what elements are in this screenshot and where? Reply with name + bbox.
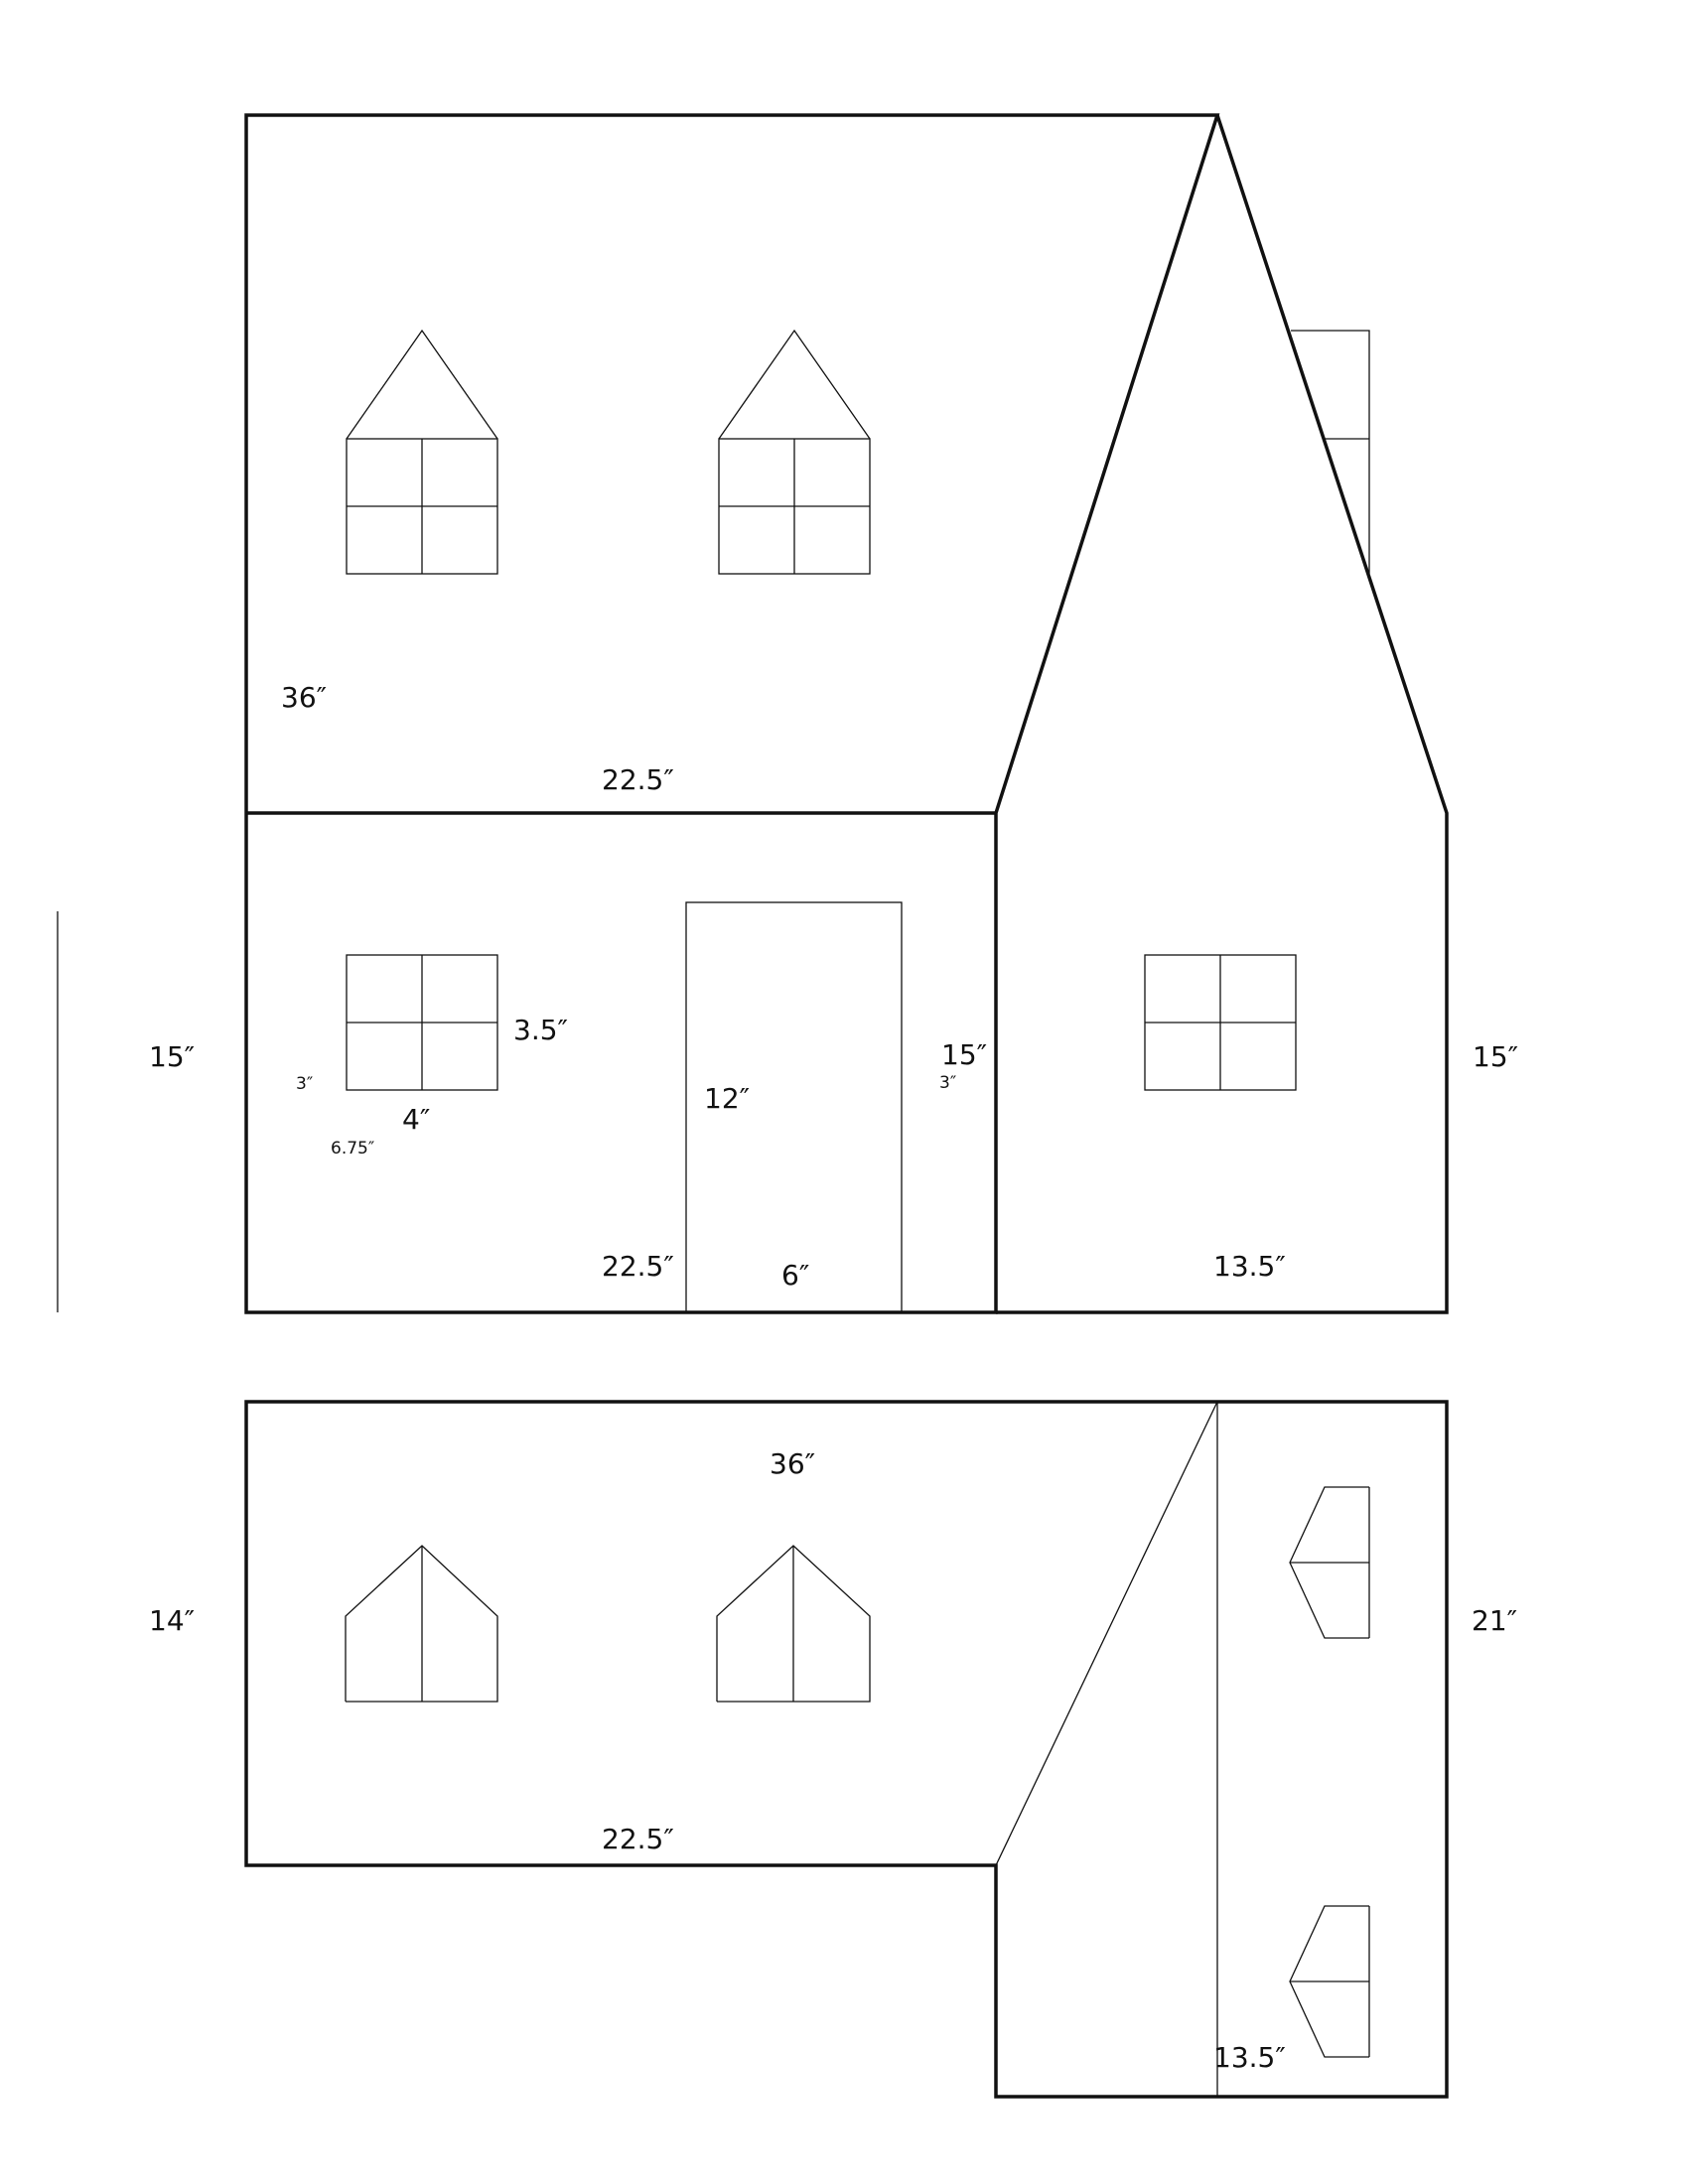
roof-wing-width-label: 13.5″ xyxy=(1213,2041,1286,2074)
door-height-label: 12″ xyxy=(704,1082,751,1115)
front-elevation xyxy=(149,115,1518,1312)
roof-top-width-label: 36″ xyxy=(770,1447,816,1480)
lower-width-label: 22.5″ xyxy=(602,1250,674,1283)
roof-plan xyxy=(149,1402,1517,2097)
gable-height-label: 15″ xyxy=(1473,1040,1519,1073)
roof-valley-line xyxy=(996,1402,1217,1865)
wing-dormer-upper xyxy=(1290,1487,1369,1638)
lower-left-height-label: 15″ xyxy=(149,1040,196,1073)
gable-window xyxy=(1145,955,1296,1090)
window-width-label: 4″ xyxy=(402,1103,431,1136)
window-offset-bottom-label: 6.75″ xyxy=(331,1139,375,1159)
window-offset-left-label: 3″ xyxy=(296,1074,314,1094)
upper-window-left xyxy=(347,331,497,574)
window-height-label: 3.5″ xyxy=(513,1014,568,1046)
roof-outline xyxy=(246,1402,1447,2097)
door-width-label: 6″ xyxy=(781,1259,810,1292)
roof-left-height-label: 14″ xyxy=(149,1604,196,1637)
roof-dormer-left xyxy=(346,1546,497,1702)
upper-width-label: 22.5″ xyxy=(602,763,674,796)
front-outline xyxy=(246,115,1217,1312)
middle-height-label: 15″ xyxy=(941,1038,988,1071)
roof-bottom-width-label: 22.5″ xyxy=(602,1823,674,1855)
upper-window-right xyxy=(719,331,870,574)
gable-outline xyxy=(996,115,1447,1312)
lower-window-left xyxy=(347,955,497,1090)
gable-width-label: 13.5″ xyxy=(1213,1250,1286,1283)
upper-height-label: 36″ xyxy=(281,681,328,714)
roof-dormer-right xyxy=(717,1546,870,1702)
door-offset-label: 3″ xyxy=(939,1073,957,1093)
roof-right-height-label: 21″ xyxy=(1472,1604,1518,1637)
wing-dormer-lower xyxy=(1290,1906,1369,2057)
